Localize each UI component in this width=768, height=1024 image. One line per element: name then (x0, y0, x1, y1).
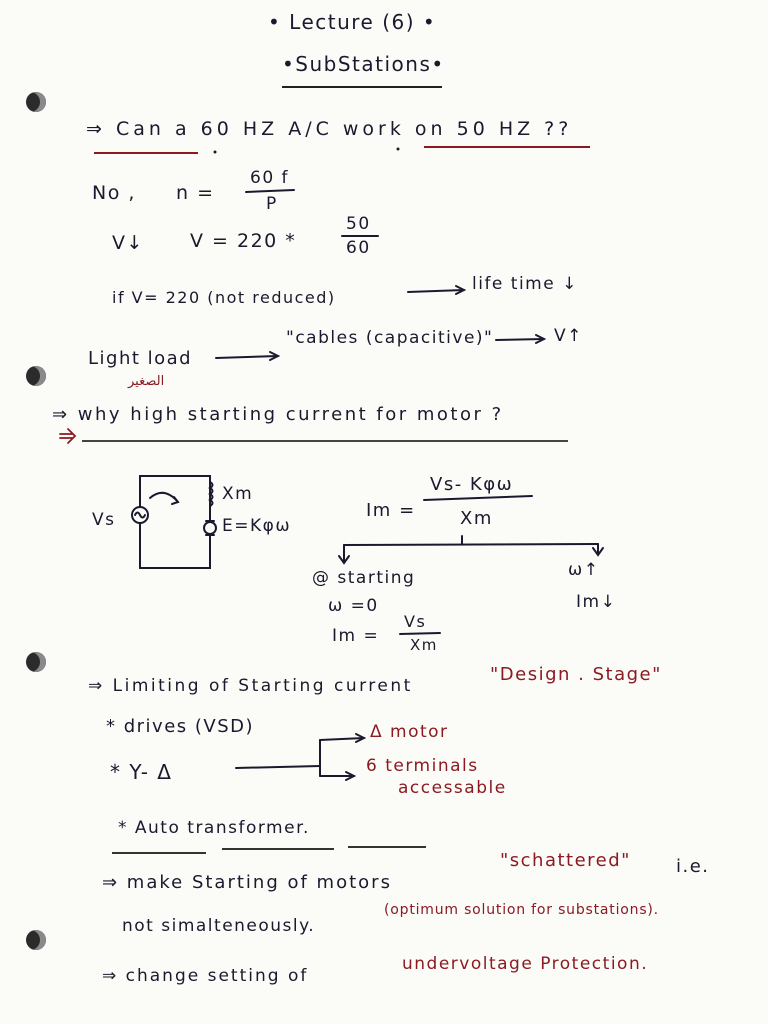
v-increase: V↑ (554, 326, 583, 346)
im-start-lhs: Im = (332, 626, 380, 646)
omega-up: ω↑ (568, 560, 600, 580)
formula-v-den: 60 (346, 238, 371, 258)
question-starting-current: ⇒ why high starting current for motor ? (52, 404, 504, 425)
arabic-note: الصغير (128, 374, 165, 389)
im-fraction-bar (424, 496, 532, 500)
omega-zero: ω =0 (328, 596, 379, 616)
answer-no: No , (92, 182, 136, 204)
formula-n-num: 60 f (250, 168, 290, 188)
n-fraction-bar (246, 190, 294, 192)
im-start-fraction-bar (400, 633, 440, 634)
arrow-light-load (216, 356, 278, 358)
im-lhs: Im = (366, 500, 416, 521)
make-starting: ⇒ make Starting of motors (102, 872, 392, 893)
formula-v-num: 50 (346, 214, 371, 234)
im-num: Vs- Kφω (430, 474, 514, 495)
im-den: Xm (460, 508, 493, 529)
optimum-solution: (optimum solution for substations). (384, 902, 659, 918)
formula-n-lhs: n = (176, 182, 215, 204)
change-setting: ⇒ change setting of (102, 966, 309, 986)
not-simultaneously: not simalteneously. (122, 916, 316, 936)
im-down: Im↓ (576, 592, 617, 612)
light-load: Light load (88, 348, 193, 369)
accessable: accessable (398, 778, 507, 798)
lecture-subtitle: •SubStations• (282, 52, 445, 76)
drives-vsd: * drives (VSD) (106, 716, 255, 737)
question-60hz: ⇒ Can a 60 HZ A/C work on 50 HZ ?? (86, 118, 573, 140)
if-v-220: if V= 220 (not reduced) (112, 288, 336, 307)
formula-v: V = 220 * (190, 230, 297, 252)
arrow-life-time (408, 290, 464, 292)
lecture-title: • Lecture (6) • (268, 10, 437, 34)
ie: i.e. (676, 856, 710, 877)
arrow-cables (496, 339, 544, 340)
at-starting: @ starting (312, 568, 416, 588)
xm-label: Xm (222, 484, 254, 504)
im-start-den: Xm (410, 636, 438, 654)
life-time: life time ↓ (472, 274, 578, 294)
schattered: "schattered" (500, 850, 631, 871)
cables-capacitive: "cables (capacitive)" (286, 328, 494, 348)
undervoltage-protection: undervoltage Protection. (402, 954, 649, 974)
im-start-num: Vs (404, 612, 427, 631)
six-terminals: 6 terminals (366, 756, 479, 776)
auto-transformer: * Auto transformer. (118, 818, 310, 838)
vs-label: Vs (92, 510, 116, 530)
back-emf-eq: E=Kφω (222, 516, 292, 536)
formula-n-den: P (266, 194, 278, 214)
star-delta: * Y- Δ (110, 760, 173, 784)
delta-motor: Δ motor (370, 722, 449, 742)
design-stage: "Design . Stage" (490, 664, 662, 685)
v-decrease: V↓ (112, 232, 144, 254)
limiting-title: ⇒ Limiting of Starting current (88, 676, 413, 696)
